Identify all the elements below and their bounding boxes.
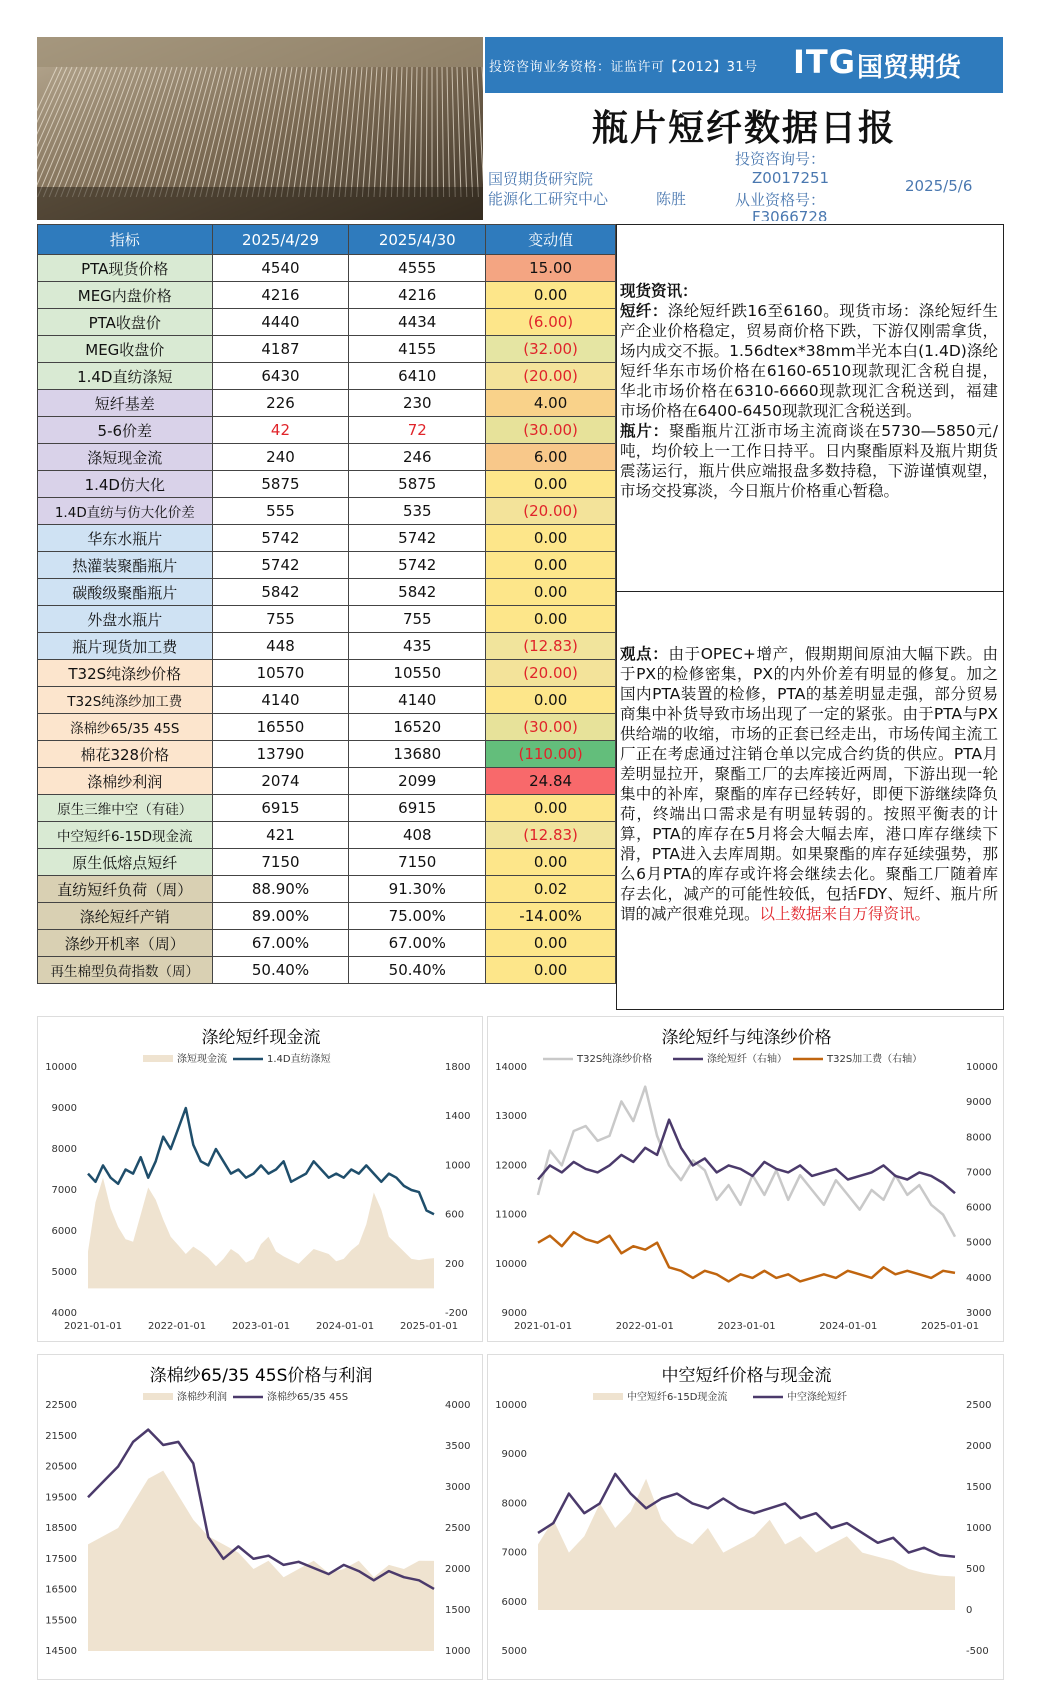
y-tick-right: 4000	[445, 1400, 471, 1411]
legend-swatch	[143, 1055, 173, 1062]
spot-info-panel	[616, 224, 1004, 592]
value-date-1: 4140	[212, 687, 349, 714]
change-value: 24.84	[486, 768, 616, 795]
legend-label: 涤纶短纤（右轴）	[707, 1054, 787, 1065]
x-tick: 2025-01-01	[920, 1321, 980, 1332]
value-date-1: 16550	[212, 714, 349, 741]
value-date-2: 10550	[349, 660, 486, 687]
table-row	[38, 957, 616, 984]
legend-label: T32S纯涤纱价格	[577, 1054, 653, 1065]
legend-label: 1.4D直纺涤短	[267, 1054, 331, 1065]
value-date-1: 448	[212, 633, 349, 660]
chart-fiber-yarn-price	[487, 1016, 1004, 1342]
table-row	[38, 525, 616, 552]
change-value: 0.00	[486, 471, 616, 498]
change-value: 0.00	[486, 282, 616, 309]
value-date-2: 6410	[349, 363, 486, 390]
y-tick-left: 8000	[501, 1498, 527, 1510]
value-date-1: 240	[212, 444, 349, 471]
table-row	[38, 795, 616, 822]
indicator-name: 外盘水瓶片	[38, 606, 213, 633]
value-date-2: 67.00%	[349, 930, 486, 957]
y-tick-left: 21500	[45, 1430, 77, 1442]
value-date-2: 16520	[349, 714, 486, 741]
x-tick: 2022-01-01	[147, 1321, 207, 1332]
series-line	[88, 1108, 434, 1214]
y-tick-left: 15500	[45, 1615, 77, 1627]
value-date-2: 50.40%	[349, 957, 486, 984]
value-date-1: 2074	[212, 768, 349, 795]
table-row	[38, 336, 616, 363]
table-row	[38, 660, 616, 687]
value-date-2: 4434	[349, 309, 486, 336]
y-tick-right: 4000	[966, 1272, 992, 1284]
report-date: 2025/5/6	[905, 177, 973, 195]
header-change: 变动值	[486, 225, 616, 255]
view-text: 由于OPEC+增产，假期期间原油大幅下跌。由于PX的检修密集，PX的内外价差有明显的修复。加之国内PTA装置的检修，PTA的基差明显走强，部分贸易商集中补货导致市场出现了一定的紧张。由于PTA与PX供给端的收缩，市场的正套已经走出，市场传闻主流工厂正在考虑通过注销仓单以完成合约货的供应。PTA月差明显拉开，聚酯工厂的去库接近两周，下游出现一轮集中的补库，聚酯的库存已经转好，即便下游继续降负荷，终端出口需求是有明显转弱的。按照平衡表的计算，PTA的库存在5月将会大幅去库，港口库存继续下滑，PTA进入去库周期。如果聚酯的库存延续强势，那么6月PTA的库存或许将会继续去化。聚酯工厂随着库存去化，减产的可能性较低，包括FDY、短纤、瓶片所谓的减产很难兑现。	[620, 645, 998, 923]
table-row	[38, 309, 616, 336]
y-tick-left: 13000	[495, 1111, 527, 1123]
table-row	[38, 930, 616, 957]
y-tick-right: -500	[966, 1646, 989, 1657]
y-tick-left: 10000	[495, 1258, 527, 1270]
table-row	[38, 714, 616, 741]
chart-title: 涤纶短纤现金流	[201, 1028, 321, 1048]
fiber-text: 涤纶短纤跌16至6160。现货市场：涤纶短纤生产企业价格稳定，贸易商价格下跌，下游仅刚需拿货，场内成交不振。1.56dtex*38mm半光本白(1.4D)涤纶短纤华东市场价格在6160-6510现款现汇含税自提，华北市场价格在6310-6660现款现汇含税送到，福建市场价格在6400-6450现款现汇含税送到。	[620, 302, 998, 420]
table-row	[38, 552, 616, 579]
table-row	[38, 822, 616, 849]
change-value: 15.00	[486, 255, 616, 282]
y-tick-right: 1000	[445, 1646, 471, 1657]
table-row	[38, 606, 616, 633]
legend-label: 涤棉纱利润	[177, 1392, 227, 1403]
table-row	[38, 768, 616, 795]
indicator-name: 1.4D仿大化	[38, 471, 213, 498]
value-date-1: 4540	[212, 255, 349, 282]
change-value: (12.83)	[486, 633, 616, 660]
value-date-1: 42	[212, 417, 349, 444]
advisor-label: 投资咨询号：	[735, 150, 826, 168]
y-tick-right: 0	[966, 1605, 973, 1616]
value-date-1: 5842	[212, 579, 349, 606]
y-tick-right: 1500	[445, 1605, 471, 1616]
legend-label: T32S加工费（右轴）	[827, 1054, 923, 1065]
y-tick-left: 6000	[51, 1226, 77, 1237]
legend-swatch	[143, 1393, 173, 1400]
indicator-name: 1.4D直纺涤短	[38, 363, 213, 390]
spot-heading: 现货资讯：	[620, 282, 698, 300]
indicator-name: 涤棉纱利润	[38, 768, 213, 795]
indicator-name: 华东水瓶片	[38, 525, 213, 552]
chart-hollow-fiber-svg	[488, 1355, 1005, 1681]
y-tick-right: 5000	[966, 1237, 992, 1249]
value-date-2: 246	[349, 444, 486, 471]
indicator-name: T32S纯涤纱加工费	[38, 687, 213, 714]
table-row	[38, 390, 616, 417]
practice-number: F3066728	[752, 208, 828, 221]
table-row	[38, 849, 616, 876]
view-panel	[616, 591, 1004, 1010]
y-tick-left: 6000	[501, 1596, 527, 1608]
y-tick-left: 5000	[501, 1646, 527, 1657]
y-tick-right: 1400	[445, 1111, 471, 1123]
view-label: 观点：	[620, 645, 669, 663]
y-tick-left: 7000	[501, 1547, 527, 1559]
y-tick-right: 200	[445, 1258, 465, 1270]
y-tick-right: 1000	[966, 1523, 992, 1534]
value-date-1: 10570	[212, 660, 349, 687]
change-value: 6.00	[486, 444, 616, 471]
value-date-2: 230	[349, 390, 486, 417]
change-value: 0.00	[486, 687, 616, 714]
y-tick-right: 1500	[966, 1482, 992, 1493]
change-value: 4.00	[486, 390, 616, 417]
value-date-2: 408	[349, 822, 486, 849]
value-date-1: 5742	[212, 525, 349, 552]
x-tick: 2025-01-01	[399, 1321, 459, 1332]
value-date-2: 5742	[349, 552, 486, 579]
value-date-2: 6915	[349, 795, 486, 822]
legend-swatch	[593, 1393, 623, 1400]
series-line	[538, 1087, 955, 1237]
series-area	[88, 1178, 434, 1289]
series-line	[538, 1232, 955, 1281]
y-tick-left: 10000	[45, 1062, 77, 1073]
chart-hollow-fiber	[487, 1354, 1004, 1680]
indicator-name: 涤纱开机率（周）	[38, 930, 213, 957]
y-tick-right: 10000	[966, 1062, 998, 1073]
value-date-1: 89.00%	[212, 903, 349, 930]
indicator-name: 碳酸级聚酯瓶片	[38, 579, 213, 606]
indicator-name: 5-6价差	[38, 417, 213, 444]
chart-poly-cotton-yarn	[37, 1354, 483, 1680]
y-tick-right: 3500	[445, 1441, 471, 1452]
table-row	[38, 471, 616, 498]
value-date-2: 4216	[349, 282, 486, 309]
y-tick-left: 5000	[51, 1267, 77, 1278]
change-value: (30.00)	[486, 714, 616, 741]
table-row	[38, 687, 616, 714]
y-tick-left: 17500	[45, 1553, 77, 1565]
value-date-2: 4555	[349, 255, 486, 282]
change-value: 0.00	[486, 930, 616, 957]
chart-poly-cotton-yarn-svg	[38, 1355, 484, 1681]
header-band	[485, 37, 1003, 93]
indicator-name: MEG收盘价	[38, 336, 213, 363]
indicator-name: PTA现货价格	[38, 255, 213, 282]
value-date-1: 4440	[212, 309, 349, 336]
value-date-1: 4216	[212, 282, 349, 309]
value-date-1: 7150	[212, 849, 349, 876]
table-header-row	[38, 225, 616, 255]
indicator-name: 1.4D直纺与仿大化价差	[38, 498, 213, 525]
legend-label: 涤短现金流	[177, 1054, 227, 1065]
x-tick: 2023-01-01	[231, 1321, 291, 1332]
y-tick-right: 1800	[445, 1062, 471, 1073]
y-tick-right: 2500	[445, 1523, 471, 1534]
value-date-2: 91.30%	[349, 876, 486, 903]
indicator-name: 原生低熔点短纤	[38, 849, 213, 876]
legend-label: 中空短纤6-15D现金流	[627, 1392, 728, 1403]
value-date-2: 4140	[349, 687, 486, 714]
value-date-1: 5742	[212, 552, 349, 579]
y-tick-right: 600	[445, 1209, 465, 1221]
legend-label: 涤棉纱65/35 45S	[267, 1392, 349, 1403]
institute-name: 国贸期货研究院	[488, 170, 594, 188]
change-value: (32.00)	[486, 336, 616, 363]
value-date-1: 555	[212, 498, 349, 525]
table-row	[38, 903, 616, 930]
y-tick-right: 2000	[966, 1441, 992, 1452]
value-date-2: 5842	[349, 579, 486, 606]
y-tick-right: 1000	[445, 1160, 471, 1172]
header-date-1: 2025/4/29	[212, 225, 349, 255]
chart-title: 涤棉纱65/35 45S价格与利润	[149, 1366, 373, 1386]
y-tick-left: 8000	[51, 1144, 77, 1155]
value-date-2: 7150	[349, 849, 486, 876]
series-area	[538, 1479, 955, 1610]
y-tick-right: 3000	[445, 1482, 471, 1493]
report-title: 瓶片短纤数据日报	[591, 107, 896, 149]
value-date-1: 421	[212, 822, 349, 849]
change-value: 0.02	[486, 876, 616, 903]
value-date-2: 2099	[349, 768, 486, 795]
change-value: (110.00)	[486, 741, 616, 768]
legend-label: 中空涤纶短纤	[787, 1392, 847, 1403]
y-tick-right: 500	[966, 1564, 986, 1575]
value-date-2: 75.00%	[349, 903, 486, 930]
bottle-text: 聚酯瓶片江浙市场主流商谈在5730—5850元/吨，均价较上一工作日持平。日内聚酯原料及瓶片期货震荡运行，瓶片供应端报盘多数持稳，下游谨慎观望，市场交投寡淡，今日瓶片价格重心暂稳。	[620, 422, 998, 500]
y-tick-left: 11000	[495, 1209, 527, 1221]
value-date-2: 13680	[349, 741, 486, 768]
y-tick-left: 9000	[51, 1103, 77, 1114]
change-value: (12.83)	[486, 822, 616, 849]
value-date-1: 4187	[212, 336, 349, 363]
table-row	[38, 741, 616, 768]
chart-title: 涤纶短纤与纯涤纱价格	[661, 1028, 832, 1048]
value-date-2: 5742	[349, 525, 486, 552]
value-date-1: 88.90%	[212, 876, 349, 903]
change-value: (6.00)	[486, 309, 616, 336]
table-row	[38, 282, 616, 309]
value-date-1: 6430	[212, 363, 349, 390]
indicator-name: MEG内盘价格	[38, 282, 213, 309]
y-tick-right: 8000	[966, 1132, 992, 1144]
value-date-2: 72	[349, 417, 486, 444]
header-date-2: 2025/4/30	[349, 225, 486, 255]
y-tick-right: -200	[445, 1308, 468, 1319]
change-value: 0.00	[486, 957, 616, 984]
indicator-name: 涤棉纱65/35 45S	[38, 714, 213, 741]
y-tick-left: 9000	[501, 1308, 527, 1319]
center-name: 能源化工研究中心	[488, 190, 609, 208]
value-date-2: 4155	[349, 336, 486, 363]
y-tick-right: 2500	[966, 1400, 992, 1411]
y-tick-right: 9000	[966, 1097, 992, 1109]
table-row	[38, 363, 616, 390]
indicator-name: 棉花328价格	[38, 741, 213, 768]
y-tick-left: 7000	[51, 1185, 77, 1196]
indicator-name: 涤纶短纤产销	[38, 903, 213, 930]
chart-title: 中空短纤价格与现金流	[661, 1366, 832, 1386]
value-date-2: 755	[349, 606, 486, 633]
y-tick-left: 19500	[45, 1492, 77, 1504]
change-value: (30.00)	[486, 417, 616, 444]
x-tick: 2021-01-01	[513, 1321, 573, 1332]
indicator-name: 热灌装聚酯瓶片	[38, 552, 213, 579]
value-date-1: 6915	[212, 795, 349, 822]
y-tick-left: 14500	[45, 1646, 77, 1657]
value-date-1: 13790	[212, 741, 349, 768]
change-value: 0.00	[486, 579, 616, 606]
table-row	[38, 255, 616, 282]
change-value: 0.00	[486, 552, 616, 579]
y-tick-left: 18500	[45, 1523, 77, 1534]
indicator-name: PTA收盘价	[38, 309, 213, 336]
value-date-2: 435	[349, 633, 486, 660]
value-date-2: 5875	[349, 471, 486, 498]
change-value: 0.00	[486, 795, 616, 822]
header-indicator: 指标	[38, 225, 213, 255]
value-date-1: 50.40%	[212, 957, 349, 984]
value-date-1: 226	[212, 390, 349, 417]
x-tick: 2023-01-01	[717, 1321, 776, 1332]
y-tick-left: 22500	[45, 1400, 77, 1411]
value-date-1: 755	[212, 606, 349, 633]
indicator-name: 再生棉型负荷指数（周）	[38, 957, 213, 984]
table-row	[38, 417, 616, 444]
y-tick-right: 2000	[445, 1564, 471, 1575]
chart-fiber-yarn-price-svg	[488, 1017, 1005, 1343]
y-tick-left: 9000	[501, 1449, 527, 1461]
change-value: 0.00	[486, 606, 616, 633]
indicator-name: 涤短现金流	[38, 444, 213, 471]
x-tick: 2024-01-01	[315, 1321, 375, 1332]
indicator-name: 短纤基差	[38, 390, 213, 417]
x-tick: 2022-01-01	[615, 1321, 674, 1332]
series-area	[88, 1471, 434, 1651]
change-value: (20.00)	[486, 498, 616, 525]
value-date-1: 5875	[212, 471, 349, 498]
change-value: (20.00)	[486, 363, 616, 390]
table-row	[38, 444, 616, 471]
fiber-label: 短纤：	[620, 302, 668, 320]
change-value: 0.00	[486, 849, 616, 876]
loom-yarn-image	[37, 37, 483, 220]
y-tick-left: 16500	[45, 1584, 77, 1596]
y-tick-left: 20500	[45, 1461, 77, 1473]
indicator-table	[37, 224, 616, 984]
analyst-name: 陈胜	[656, 190, 687, 208]
y-tick-left: 12000	[495, 1160, 527, 1172]
x-tick: 2021-01-01	[63, 1321, 123, 1332]
header-photo	[37, 37, 483, 220]
table-row	[38, 498, 616, 525]
indicator-name: 原生三维中空（有硅）	[38, 795, 213, 822]
y-tick-right: 7000	[966, 1167, 992, 1179]
change-value: 0.00	[486, 525, 616, 552]
y-tick-left: 4000	[51, 1308, 77, 1319]
advisor-number: Z0017251	[752, 169, 830, 187]
y-tick-left: 10000	[495, 1400, 527, 1411]
value-date-2: 535	[349, 498, 486, 525]
value-date-1: 67.00%	[212, 930, 349, 957]
y-tick-right: 3000	[966, 1308, 992, 1319]
y-tick-right: 6000	[966, 1202, 992, 1214]
indicator-name: 瓶片现货加工费	[38, 633, 213, 660]
data-source-note: 以上数据来自万得资讯。	[759, 905, 931, 923]
indicator-name: 中空短纤6-15D现金流	[38, 822, 213, 849]
change-value: -14.00%	[486, 903, 616, 930]
itg-logo: ITG	[793, 43, 856, 81]
indicator-name: T32S纯涤纱价格	[38, 660, 213, 687]
x-tick: 2024-01-01	[819, 1321, 878, 1332]
bottle-label: 瓶片：	[620, 422, 669, 440]
change-value: (20.00)	[486, 660, 616, 687]
chart-fiber-cashflow-svg	[38, 1017, 484, 1343]
chart-fiber-cashflow	[37, 1016, 483, 1342]
indicator-name: 直纺短纤负荷（周）	[38, 876, 213, 903]
table-row	[38, 579, 616, 606]
practice-label: 从业资格号：	[735, 191, 826, 209]
table-row	[38, 633, 616, 660]
table-row	[38, 876, 616, 903]
brand-name: 国贸期货	[857, 53, 962, 83]
license-text: 投资咨询业务资格：证监许可【2012】31号	[489, 60, 758, 75]
y-tick-left: 14000	[495, 1062, 527, 1073]
